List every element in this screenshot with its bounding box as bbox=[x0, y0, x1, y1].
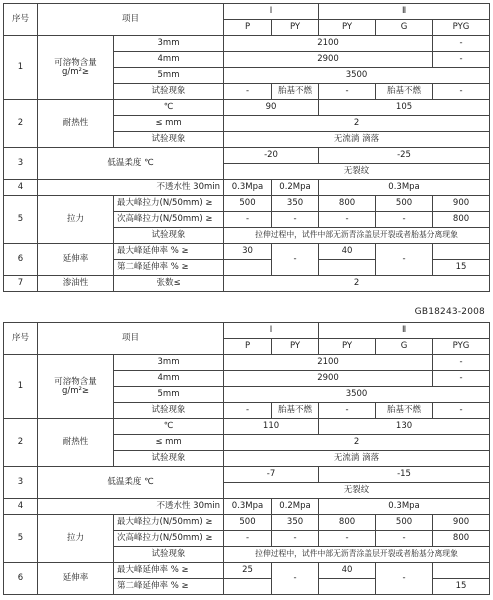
row-label: 拉力 bbox=[38, 515, 114, 563]
value-cell: - bbox=[433, 84, 490, 100]
value-cell: 无裂纹 bbox=[224, 483, 490, 499]
header-type-2: Ⅱ bbox=[319, 4, 490, 20]
value-cell: -7 bbox=[224, 467, 319, 483]
standard-code: GB18243-2008 bbox=[414, 307, 485, 317]
value-cell: 2 bbox=[224, 116, 490, 132]
value-cell: - bbox=[272, 531, 319, 547]
value-cell: 2100 bbox=[224, 355, 433, 371]
header-type-1: Ⅰ bbox=[224, 4, 319, 20]
sub-label: 试验现象 bbox=[114, 84, 224, 100]
header-item: 项目 bbox=[38, 4, 224, 36]
row-seq: 2 bbox=[4, 419, 38, 467]
value-cell: 拉伸过程中，试件中部无沥青涂盖层开裂或者胎基分离现象 bbox=[224, 547, 490, 563]
header-row bbox=[4, 323, 490, 339]
value-cell: 2 bbox=[224, 435, 490, 451]
value-cell: 拉伸过程中，试件中部无沥青涂盖层开裂或者胎基分离现象 bbox=[224, 228, 490, 244]
sub-label: 3mm bbox=[114, 355, 224, 371]
subheader-g: G bbox=[376, 339, 433, 355]
value-cell: 500 bbox=[224, 196, 272, 212]
value-cell: 0.2Mpa bbox=[272, 499, 319, 515]
value-cell: 90 bbox=[224, 100, 319, 116]
subheader-py: PY bbox=[272, 20, 319, 36]
value-cell: 15 bbox=[433, 579, 490, 595]
table-row bbox=[4, 180, 490, 196]
value-cell: - bbox=[433, 52, 490, 68]
sub-label: 最大峰拉力(N/50mm) ≥ bbox=[114, 515, 224, 531]
header-type-1: Ⅰ bbox=[224, 323, 319, 339]
value-cell: - bbox=[319, 403, 376, 419]
row-label: 低温柔度 ℃ bbox=[38, 467, 224, 499]
subheader-p: P bbox=[224, 20, 272, 36]
subheader-py: PY bbox=[319, 20, 376, 36]
value-cell: 胎基不燃 bbox=[376, 403, 433, 419]
value-cell: - bbox=[319, 84, 376, 100]
value-cell: 130 bbox=[319, 419, 490, 435]
subheader-py: PY bbox=[319, 339, 376, 355]
value-cell: - bbox=[376, 531, 433, 547]
value-cell: - bbox=[376, 244, 433, 276]
sub-label: 试验现象 bbox=[114, 451, 224, 467]
value-cell: -25 bbox=[319, 148, 490, 164]
value-cell: -15 bbox=[319, 467, 490, 483]
row-label: 可溶物含量 g/m²≥ bbox=[38, 36, 114, 100]
value-cell: -20 bbox=[224, 148, 319, 164]
value-cell: - bbox=[272, 244, 319, 276]
value-cell: 0.3Mpa bbox=[224, 180, 272, 196]
row-seq: 1 bbox=[4, 355, 38, 419]
table-row bbox=[4, 355, 490, 371]
value-cell: 0.3Mpa bbox=[224, 499, 272, 515]
value-cell bbox=[433, 563, 490, 579]
row-label: 延伸率 bbox=[38, 563, 114, 595]
value-cell: 40 bbox=[319, 244, 376, 260]
value-cell: 0.3Mpa bbox=[319, 499, 490, 515]
table-row bbox=[4, 100, 490, 116]
value-cell: 2900 bbox=[224, 52, 433, 68]
sub-label: ≤ mm bbox=[114, 435, 224, 451]
value-cell: 800 bbox=[433, 531, 490, 547]
spec-table-2 bbox=[3, 322, 490, 595]
value-cell: - bbox=[319, 531, 376, 547]
value-cell: 无流淌 滴落 bbox=[224, 132, 490, 148]
sub-label: 5mm bbox=[114, 68, 224, 84]
value-cell: 3500 bbox=[224, 387, 490, 403]
value-cell: 3500 bbox=[224, 68, 490, 84]
table-row bbox=[4, 467, 490, 483]
value-cell: 30 bbox=[224, 244, 272, 260]
row-label: 不透水性 30min bbox=[38, 180, 224, 196]
sub-label: 张数≤ bbox=[114, 276, 224, 292]
row-label: 不透水性 30min bbox=[38, 499, 224, 515]
subheader-p: P bbox=[224, 339, 272, 355]
row-seq: 4 bbox=[4, 180, 38, 196]
value-cell: - bbox=[224, 84, 272, 100]
table-row bbox=[4, 148, 490, 164]
row-seq: 6 bbox=[4, 563, 38, 595]
subheader-py: PY bbox=[272, 339, 319, 355]
row-label: 耐热性 bbox=[38, 100, 114, 148]
subheader-g: G bbox=[376, 20, 433, 36]
row-seq: 6 bbox=[4, 244, 38, 276]
sub-label: ℃ bbox=[114, 100, 224, 116]
table-row bbox=[4, 563, 490, 579]
value-cell: 800 bbox=[319, 515, 376, 531]
value-cell: - bbox=[433, 403, 490, 419]
row-seq: 5 bbox=[4, 196, 38, 244]
table-row bbox=[4, 515, 490, 531]
row-seq: 2 bbox=[4, 100, 38, 148]
value-cell: - bbox=[319, 212, 376, 228]
value-cell: - bbox=[433, 355, 490, 371]
sub-label: 第二峰延伸率 % ≥ bbox=[114, 579, 224, 595]
table-row bbox=[4, 419, 490, 435]
sub-label: 5mm bbox=[114, 387, 224, 403]
value-cell: 800 bbox=[433, 212, 490, 228]
value-cell: 900 bbox=[433, 196, 490, 212]
value-cell: 25 bbox=[224, 563, 272, 579]
header-item: 项目 bbox=[38, 323, 224, 355]
value-cell bbox=[224, 260, 272, 276]
value-cell: - bbox=[433, 371, 490, 387]
value-cell: 105 bbox=[319, 100, 490, 116]
value-cell: 110 bbox=[224, 419, 319, 435]
value-cell bbox=[224, 579, 272, 595]
value-cell: 胎基不燃 bbox=[376, 84, 433, 100]
value-cell: - bbox=[224, 531, 272, 547]
sub-label: 试验现象 bbox=[114, 547, 224, 563]
value-cell: 0.2Mpa bbox=[272, 180, 319, 196]
value-cell: 胎基不燃 bbox=[272, 84, 319, 100]
table-row bbox=[4, 196, 490, 212]
value-cell bbox=[319, 260, 376, 276]
row-seq: 5 bbox=[4, 515, 38, 563]
sub-label: 3mm bbox=[114, 36, 224, 52]
subheader-pyg: PYG bbox=[433, 339, 490, 355]
row-seq: 1 bbox=[4, 36, 38, 100]
value-cell: 500 bbox=[376, 196, 433, 212]
value-cell: 500 bbox=[376, 515, 433, 531]
sub-label: 次高峰拉力(N/50mm) ≥ bbox=[114, 531, 224, 547]
value-cell: - bbox=[224, 403, 272, 419]
value-cell: 2100 bbox=[224, 36, 433, 52]
row-label: 延伸率 bbox=[38, 244, 114, 276]
table-row bbox=[4, 276, 490, 292]
sub-label: 次高峰拉力(N/50mm) ≥ bbox=[114, 212, 224, 228]
value-cell: 无裂纹 bbox=[224, 164, 490, 180]
value-cell: 0.3Mpa bbox=[319, 180, 490, 196]
value-cell: - bbox=[272, 563, 319, 595]
value-cell bbox=[433, 244, 490, 260]
header-seq: 序号 bbox=[4, 323, 38, 355]
value-cell: 胎基不燃 bbox=[272, 403, 319, 419]
sub-label: 最大峰拉力(N/50mm) ≥ bbox=[114, 196, 224, 212]
table-row bbox=[4, 244, 490, 260]
value-cell: 无流淌 滴落 bbox=[224, 451, 490, 467]
value-cell: 350 bbox=[272, 196, 319, 212]
value-cell bbox=[319, 579, 376, 595]
sub-label: 试验现象 bbox=[114, 132, 224, 148]
header-row bbox=[4, 4, 490, 20]
header-type-2: Ⅱ bbox=[319, 323, 490, 339]
value-cell: 900 bbox=[433, 515, 490, 531]
spec-table-1 bbox=[3, 3, 490, 292]
sub-label: ℃ bbox=[114, 419, 224, 435]
value-cell: - bbox=[433, 36, 490, 52]
value-cell: 2 bbox=[224, 276, 490, 292]
row-label: 低温柔度 ℃ bbox=[38, 148, 224, 180]
value-cell: 500 bbox=[224, 515, 272, 531]
table-row bbox=[4, 499, 490, 515]
value-cell: 350 bbox=[272, 515, 319, 531]
value-cell: 2900 bbox=[224, 371, 433, 387]
row-label: 拉力 bbox=[38, 196, 114, 244]
value-cell: - bbox=[376, 212, 433, 228]
row-label: 耐热性 bbox=[38, 419, 114, 467]
table-row bbox=[4, 36, 490, 52]
row-label: 可溶物含量 g/m²≥ bbox=[38, 355, 114, 419]
sub-label: ≤ mm bbox=[114, 116, 224, 132]
row-seq: 7 bbox=[4, 276, 38, 292]
sub-label: 试验现象 bbox=[114, 228, 224, 244]
sub-label: 4mm bbox=[114, 371, 224, 387]
row-label: 渗油性 bbox=[38, 276, 114, 292]
row-seq: 3 bbox=[4, 148, 38, 180]
sub-label: 试验现象 bbox=[114, 403, 224, 419]
subheader-pyg: PYG bbox=[433, 20, 490, 36]
sub-label: 4mm bbox=[114, 52, 224, 68]
sub-label: 最大峰延伸率 % ≥ bbox=[114, 244, 224, 260]
header-seq: 序号 bbox=[4, 4, 38, 36]
value-cell: 800 bbox=[319, 196, 376, 212]
row-seq: 3 bbox=[4, 467, 38, 499]
value-cell: - bbox=[272, 212, 319, 228]
value-cell: - bbox=[376, 563, 433, 595]
sub-label: 第二峰延伸率 % ≥ bbox=[114, 260, 224, 276]
row-seq: 4 bbox=[4, 499, 38, 515]
value-cell: 15 bbox=[433, 260, 490, 276]
value-cell: 40 bbox=[319, 563, 376, 579]
value-cell: - bbox=[224, 212, 272, 228]
sub-label: 最大峰延伸率 % ≥ bbox=[114, 563, 224, 579]
